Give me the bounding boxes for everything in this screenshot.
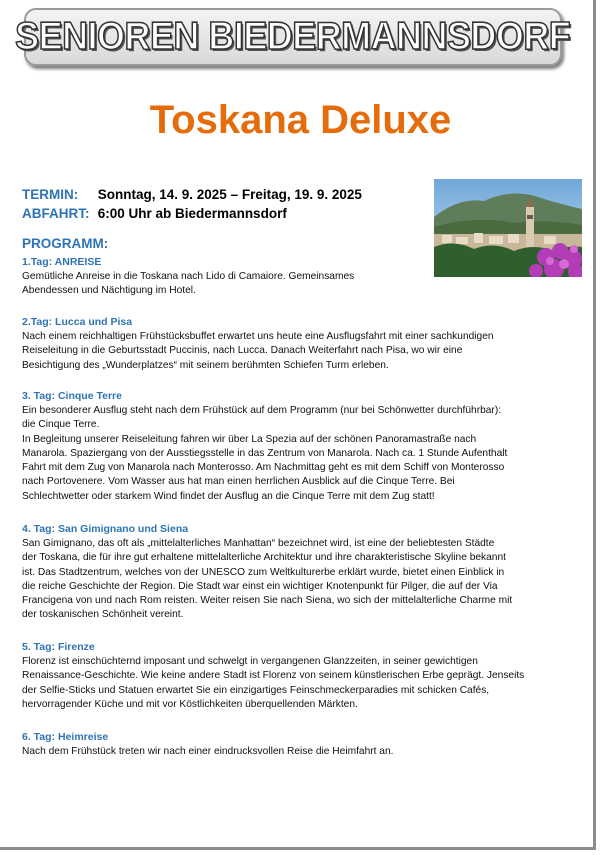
text-line: der Selfie-Sticks und Statuen erwartet Sie ein einzigartiges Feinschmeckerparadies mit schicken Cafés, (22, 684, 490, 696)
text-line: Gemütliche Anreise in die Toskana nach Lido di Camaiore. Gemeinsames (22, 271, 355, 282)
text-line: Abendessen und Nächtigung im Hotel. (22, 285, 196, 297)
abfahrt-row (22, 206, 287, 221)
abfahrt-label: ABFAHRT: (22, 206, 90, 221)
day-1-heading: 1.Tag: ANREISE (22, 256, 102, 268)
text-line: ist. Das Stadtzentrum, welches von der UNESCO zum Weltkulturerbe erklärt wurde, bietet einen Einblick in (22, 566, 505, 578)
termin-label: TERMIN: (22, 187, 79, 202)
abfahrt-value: 6:00 Uhr ab Biedermannsdorf (97, 206, 287, 221)
day-4-heading: 4. Tag: San Gimignano und Siena (22, 523, 189, 535)
termin-row (22, 187, 362, 202)
page-title: Toskana Deluxe (149, 98, 452, 142)
day-6-heading: 6. Tag: Heimreise (22, 731, 109, 743)
text-line: hervorragender Küche und mit vor Köstlichkeiten überquellenden Märkten. (22, 698, 358, 710)
text-line: der toskanischen Schönheit vereint. (22, 609, 184, 621)
text-line: Besichtigung des „Wunderplatzes“ mit seinem berühmten Schiefen Turm erleben. (22, 359, 389, 371)
header-banner (15, 8, 571, 66)
banner-title: SENIOREN BIEDERMANNSDORF (15, 15, 571, 58)
text-line: Nach einem reichhaltigen Frühstücksbuffet erwartet uns heute eine Ausflugsfahrt mit einer sachkundigen (22, 331, 494, 342)
text-line: San Gimignano, das oft als „mittelalterliches Manhattan“ bezeichnet wird, ist eine der beliebtesten Städte (22, 538, 495, 549)
day-5-text (22, 655, 562, 712)
text-line: Renaissance-Geschichte. Wie keine andere Stadt ist Florenz von seinem künstlerischen Erbe geprägt. Jenseits (22, 670, 525, 682)
text-line: Ein besonderer Ausflug steht nach dem Frühstück auf dem Programm (nur bei Schönwetter durchführbar): (22, 405, 502, 416)
text-line: Fahrt mit dem Zug von Manarola nach Monterosso. Am Nachmittag geht es mit dem Schiff von Monterosso (22, 462, 505, 474)
text-line: die reiche Geschichte der Region. Die Stadt war einst ein wichtiger Knotenpunkt für Pilger, die auf der Via (22, 580, 498, 592)
programm-label: PROGRAMM: (22, 236, 109, 251)
tuscany-photo (434, 179, 582, 277)
termin-value: Sonntag, 14. 9. 2025 – Freitag, 19. 9. 2025 (97, 187, 362, 202)
text-line: die Cinque Terre. (22, 419, 100, 431)
text-line: Nach dem Frühstück treten wir nach einer eindrucksvollen Reise die Heimfahrt an. (22, 746, 394, 757)
text-line: nach Portovenere. Vom Wasser aus hat man einen herrlichen Ausblick auf die Cinque Terre. Bei (22, 476, 455, 488)
day-5-heading: 5. Tag: Firenze (22, 641, 95, 653)
day-2-text (22, 330, 562, 373)
text-line: In Begleitung unserer Reiseleitung fahren wir über La Spezia auf der schönen Panoramastraße nach (22, 433, 477, 445)
day-6-text (22, 745, 562, 759)
text-line: Schlechtwetter oder starkem Wind findet der Ausflug an die Cinque Terre mit dem Zug statt! (22, 490, 435, 502)
text-line: der Toskana, die für ihre gut erhaltene mittelalterliche Architektur und ihre charakteristische Skyline bekannt (22, 552, 506, 564)
day-2-heading: 2.Tag: Lucca und Pisa (22, 316, 133, 328)
text-line: Manarola. Spaziergang von der Ausstiegsstelle in das Zentrum von Manarola. Nach ca. 1 Stunde Aufenthalt (22, 447, 508, 459)
text-line: Florenz ist einschüchternd imposant und schwelgt in vergangenen Glanzzeiten, in seiner gewichtigen (22, 656, 478, 667)
day-3-text (22, 404, 562, 504)
day-1-text (22, 270, 562, 299)
day-3-heading: 3. Tag: Cinque Terre (22, 390, 122, 402)
text-line: Reiseleitung in die Geburtsstadt Puccinis, nach Lucca. Danach Weiterfahrt nach Pisa, wo wir eine (22, 345, 463, 357)
text-line: Francigena von und nach Rom reisten. Weiter reisen Sie nach Siena, wo sich der mittelalterliche Charme mit (22, 595, 513, 607)
day-4-text (22, 537, 562, 623)
